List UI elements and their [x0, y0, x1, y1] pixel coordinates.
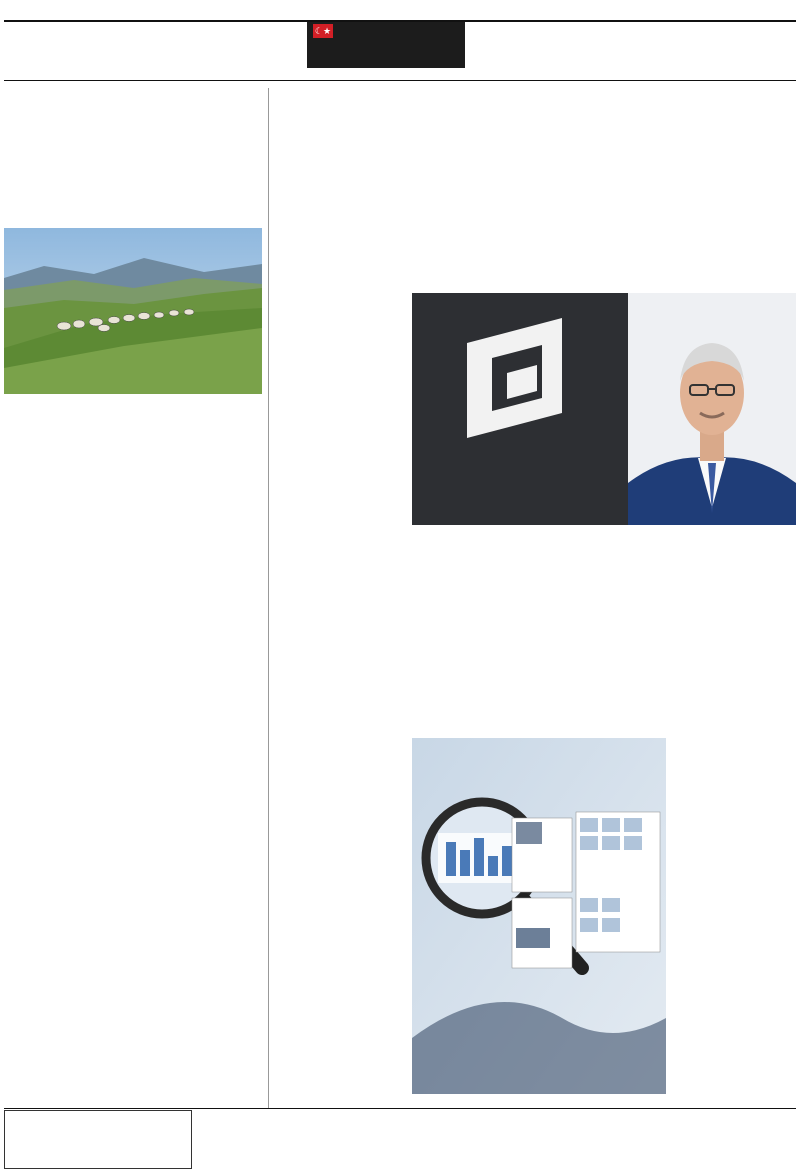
- main-col-b-bottom: [413, 530, 535, 730]
- yayla-photo: [4, 228, 262, 394]
- turkish-flag-icon: ☾★: [314, 26, 332, 36]
- main-col-b-top: [413, 226, 531, 290]
- main-col-d-top: [675, 226, 795, 290]
- bik-logo-icon: [412, 303, 628, 453]
- portrait-photo: [628, 293, 796, 525]
- footer-masthead: [4, 1110, 192, 1169]
- digital-media-illustration: [412, 738, 666, 1094]
- main-col-d-bottom: [675, 530, 796, 1090]
- left-article-col1: [4, 400, 129, 1106]
- main-col-c-bottom: [541, 530, 665, 730]
- header-logo: [307, 22, 465, 68]
- main-col-a: [278, 226, 405, 726]
- main-col-c-top: [541, 226, 659, 290]
- bik-logo-panel: [412, 293, 628, 525]
- left-article-col2: [135, 400, 262, 1090]
